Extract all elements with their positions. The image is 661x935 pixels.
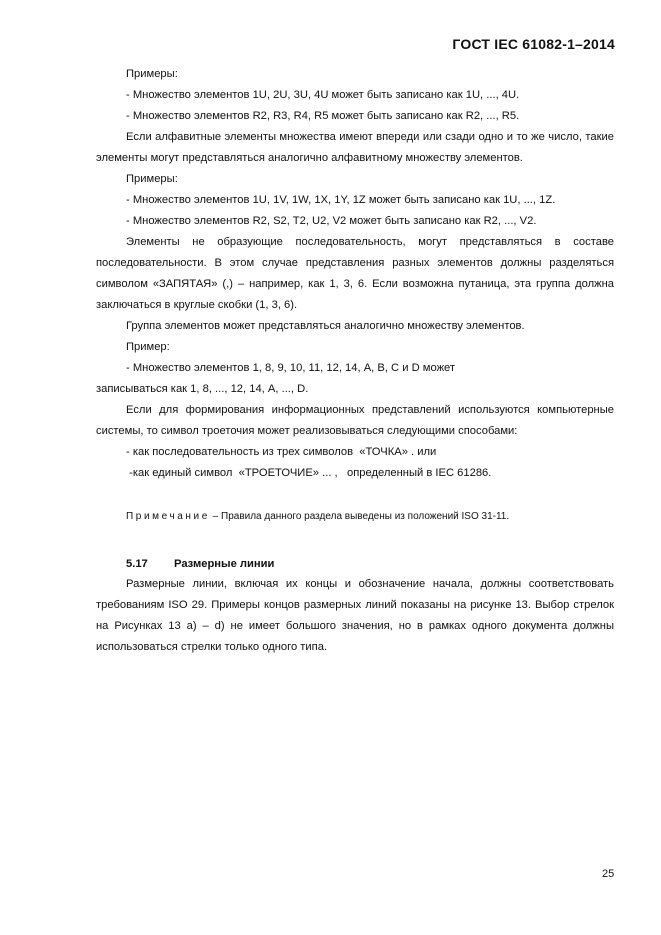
example-line: - Множество элементов 1, 8, 9, 10, 11, 12, 14, A, B, C и D может (126, 362, 456, 374)
example-line: - Множество элементов R2, S2, T2, U2, V2 может быть записано как R2, ..., V2. (126, 215, 537, 227)
note-text: – Правила данного раздела выведены из положений ISO 31-11. (209, 511, 510, 522)
example-line: - Множество элементов R2, R3, R4, R5 может быть записано как R2, ..., R5. (126, 110, 520, 122)
method-line: - как последовательность из трех символов «ТОЧКА» . или (126, 446, 437, 458)
note-label: Примечание (126, 511, 210, 522)
section-paragraph: Размерные линии, включая их концы и обозначение начала, должны соответствовать требованиям ISO 29. Примеры концов размерных линий показаны на рисунке 13. Выбор стрелок на Рисунках 13 a) – d) не имеет большого значения, но в рамках одного документа должны использоваться стрелки только одного типа. (96, 578, 614, 653)
paragraph-alphabetic-elements: Если алфавитные элементы множества имеют впереди или сзади одно и то же число, такие элементы могут представляться аналогично алфавитному множеству элементов. (96, 131, 614, 164)
example-label: Пример: (126, 341, 170, 353)
example-line-continuation: записываться как 1, 8, ..., 12, 14, A, ..., D. (96, 383, 309, 395)
example-line: - Множество элементов 1U, 1V, 1W, 1X, 1Y, 1Z может быть записано как 1U, ..., 1Z. (126, 194, 556, 206)
section-title: Размерные линии (174, 558, 275, 570)
note (96, 510, 614, 524)
section-heading (96, 554, 614, 574)
paragraph-group-elements: Группа элементов может представляться аналогично множеству элементов. (126, 320, 525, 332)
examples-label: Примеры: (126, 68, 178, 80)
section-number: 5.17 (126, 558, 148, 570)
paragraph-non-sequence-elements: Элементы не образующие последовательность, могут представляться в составе последовательности. В этом случае представления разных элементов должны разделяться символом «ЗАПЯТАЯ» (,) – например, как 1, 3, 6. Если возможна путаница, эта группа должна заключаться в круглые скобки (1, 3, 6). (96, 236, 614, 311)
page-body (96, 64, 614, 658)
page-number: 25 (602, 868, 615, 880)
document-header: ГОСТ IEC 61082-1–2014 (452, 36, 615, 52)
paragraph-computer-systems: Если для формирования информационных представлений используются компьютерные системы, то символ троеточия может реализовываться следующими способами: (96, 404, 614, 437)
examples-label: Примеры: (126, 173, 178, 185)
method-line: -как единый символ «ТРОЕТОЧИЕ» ... , определенный в IEC 61286. (126, 467, 492, 479)
example-line: - Множество элементов 1U, 2U, 3U, 4U может быть записано как 1U, ..., 4U. (126, 89, 520, 101)
